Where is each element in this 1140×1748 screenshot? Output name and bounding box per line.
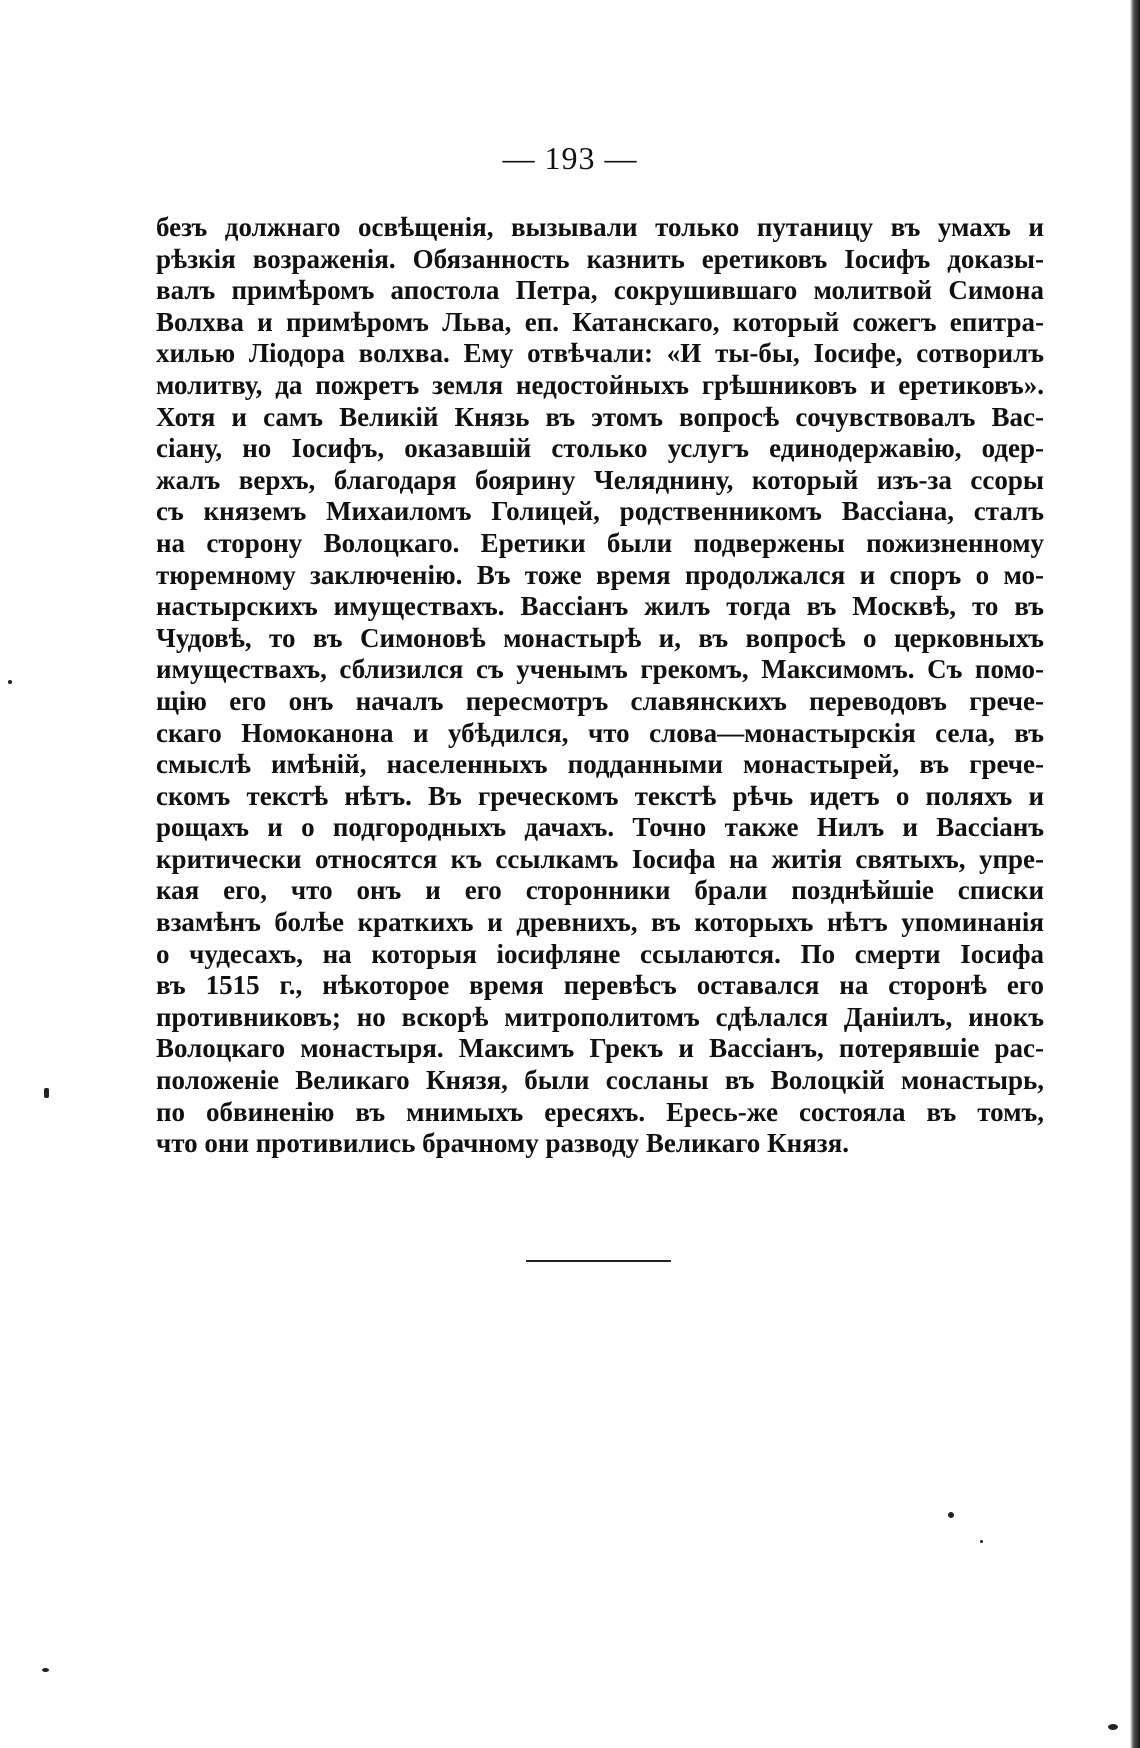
text-line: сіану, но Іосифъ, оказавшій столько услугъ единодержавію, одер- <box>156 433 1044 464</box>
text-line: валъ примѣромъ апостола Петра, сокрушившаго молитвой Симона <box>156 275 1044 306</box>
text-line: щію его онъ началъ пересмотръ славянскихъ переводовъ грече- <box>156 685 1044 716</box>
body-text <box>156 212 1044 1160</box>
text-line: жалъ верхъ, благодаря боярину Челяднину, который изъ-за ссоры <box>156 464 1044 495</box>
text-line: съ княземъ Михаиломъ Голицей, родственникомъ Вассіана, сталъ <box>156 496 1044 527</box>
scan-speck <box>42 1668 49 1672</box>
text-line: смыслѣ имѣній, населенныхъ подданными монастырей, въ грече- <box>156 749 1044 780</box>
scan-speck <box>44 1088 49 1098</box>
text-line: противниковъ; но вскорѣ митрополитомъ сдѣлался Даніилъ, инокъ <box>156 1001 1044 1032</box>
text-line: скаго Номоканона и убѣдился, что слова—монастырскія села, въ <box>156 717 1044 748</box>
scan-speck <box>980 1540 983 1543</box>
text-line: настырскихъ имуществахъ. Вассіанъ жилъ тогда въ Москвѣ, то въ <box>156 591 1044 622</box>
scan-speck <box>1108 1724 1118 1730</box>
scan-speck <box>8 680 12 684</box>
text-line: на сторону Волоцкаго. Еретики были подвержены пожизненному <box>156 527 1044 558</box>
text-line-last: что они противились брачному разводу Великаго Князя. <box>156 1128 850 1159</box>
scan-speck <box>948 1512 954 1518</box>
text-line: Хотя и самъ Великій Князь въ этомъ вопросѣ сочувствовалъ Вас- <box>156 401 1044 432</box>
text-line: Волхва и примѣромъ Льва, еп. Катанскаго, который сожегъ епитра- <box>156 306 1044 337</box>
text-line: молитву, да пожретъ земля недостойныхъ грѣшниковъ и еретиковъ». <box>156 369 1044 400</box>
text-line: безъ должнаго освѣщенія, вызывали только путаницу въ умахъ и <box>156 212 1044 242</box>
text-line: рощахъ и о подгородныхъ дачахъ. Точно также Нилъ и Вассіанъ <box>156 812 1044 843</box>
text-line: взамѣнъ болѣе краткихъ и древнихъ, въ которыхъ нѣтъ упоминанія <box>156 907 1044 938</box>
text-line: о чудесахъ, на которыя іосифляне ссылаются. По смерти Іосифа <box>156 938 1044 969</box>
text-line: въ 1515 г., нѣкоторое время перевѣсъ оставался на сторонѣ его <box>156 970 1044 1001</box>
text-line: тюремному заключенію. Въ тоже время продолжался и споръ о мо- <box>156 559 1044 590</box>
scan-binding-edge <box>1130 0 1140 1748</box>
text-line: Чудовѣ, то въ Симоновѣ монастырѣ и, въ вопросѣ о церковныхъ <box>156 622 1044 653</box>
text-line: Волоцкаго монастыря. Максимъ Грекъ и Вассіанъ, потерявшіе рас- <box>156 1033 1044 1064</box>
text-line: кая его, что онъ и его сторонники брали позднѣйшіе списки <box>156 875 1044 906</box>
text-line: положеніе Великаго Князя, были сосланы въ Волоцкій монастырь, <box>156 1065 1044 1096</box>
page-number: — 193 — <box>502 140 638 176</box>
text-line: критически относятся къ ссылкамъ Іосифа на житія святыхъ, упре- <box>156 843 1044 874</box>
text-line: рѣзкія возраженія. Обязанность казнить еретиковъ Іосифъ доказы- <box>156 243 1044 274</box>
text-line: скомъ текстѣ нѣтъ. Въ греческомъ текстѣ рѣчь идетъ о поляхъ и <box>156 780 1044 811</box>
text-line: имуществахъ, сблизился съ ученымъ грекомъ, Максимомъ. Съ помо- <box>156 654 1044 685</box>
text-line: хилью Ліодора волхва. Ему отвѣчали: «И ты-бы, Іосифе, сотворилъ <box>156 338 1044 369</box>
section-end-rule <box>526 1260 671 1262</box>
text-line: по обвиненію въ мнимыхъ ересяхъ. Ересь-же состояла въ томъ, <box>156 1096 1044 1127</box>
